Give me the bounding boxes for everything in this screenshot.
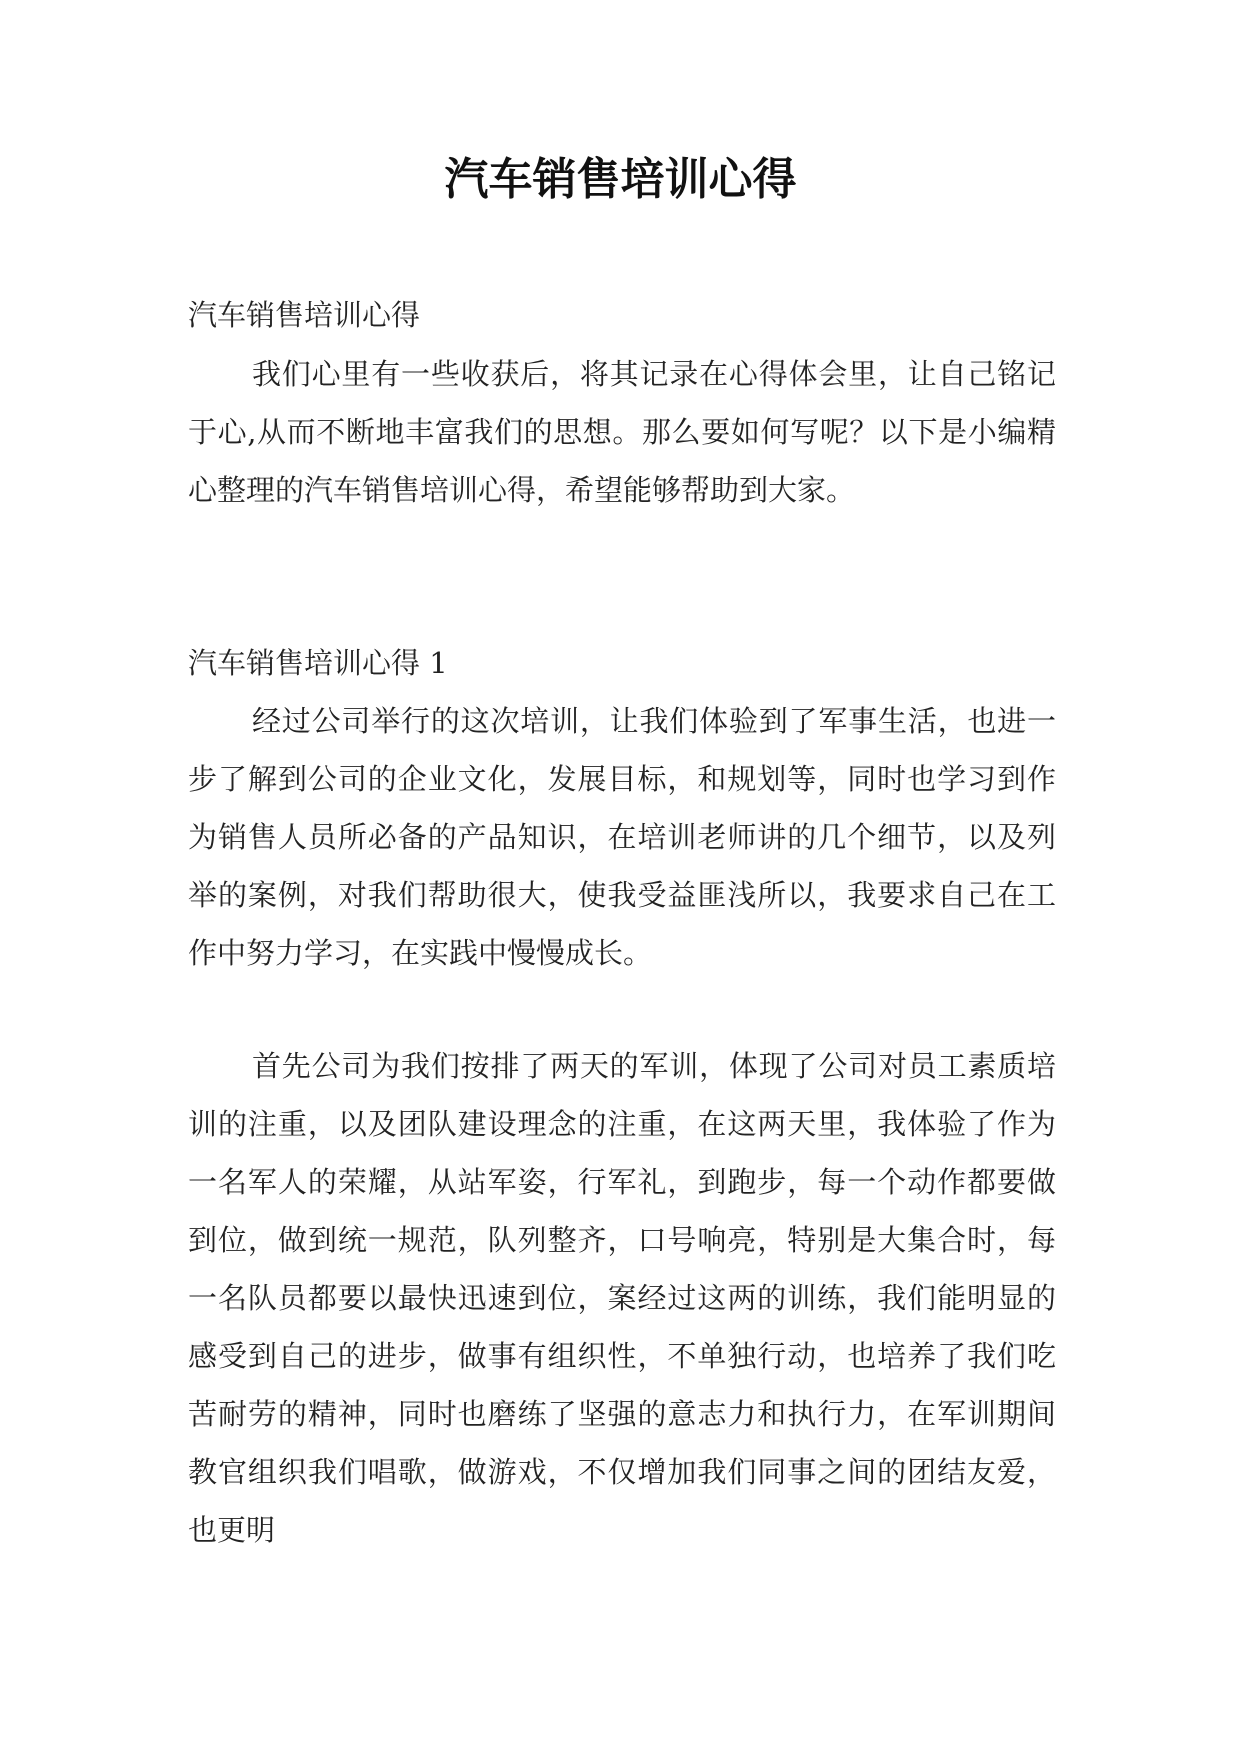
intro-paragraph: 我们心里有一些收获后，将其记录在心得体会里，让自己铭记于心,从而不断地丰富我们的思想。那么要如何写呢？以下是小编精心整理的汽车销售培训心得，希望能够帮助到大家。 [188,357,1056,507]
document-title: 汽车销售培训心得 [444,154,797,205]
section-paragraph-2: 首先公司为我们按排了两天的军训，体现了公司对员工素质培训的注重，以及团队建设理念的注重，在这两天里，我体验了作为一名军人的荣耀，从站军姿，行军礼，到跑步，每一个动作都要做到位，做到统一规范，队列整齐，口号响亮，特别是大集合时，每一名队员都要以最快迅速到位，案经过这两的训练，我们能明显的感受到自己的进步，做事有组织性，不单独行动，也培养了我们吃苦耐劳的精神，同时也磨练了坚强的意志力和执行力，在军训期间教官组织我们唱歌，做游戏，不仅增加我们同事之间的团结友爱，也更明 [188,1049,1056,1547]
section-heading: 汽车销售培训心得 1 [188,646,448,680]
section-paragraph-1: 经过公司举行的这次培训，让我们体验到了军事生活，也进一步了解到公司的企业文化，发展目标，和规划等，同时也学习到作为销售人员所必备的产品知识，在培训老师讲的几个细节，以及列举的案例，对我们帮助很大，使我受益匪浅所以，我要求自己在工作中努力学习，在实践中慢慢成长。 [188,704,1056,970]
intro-heading: 汽车销售培训心得 [188,298,421,332]
